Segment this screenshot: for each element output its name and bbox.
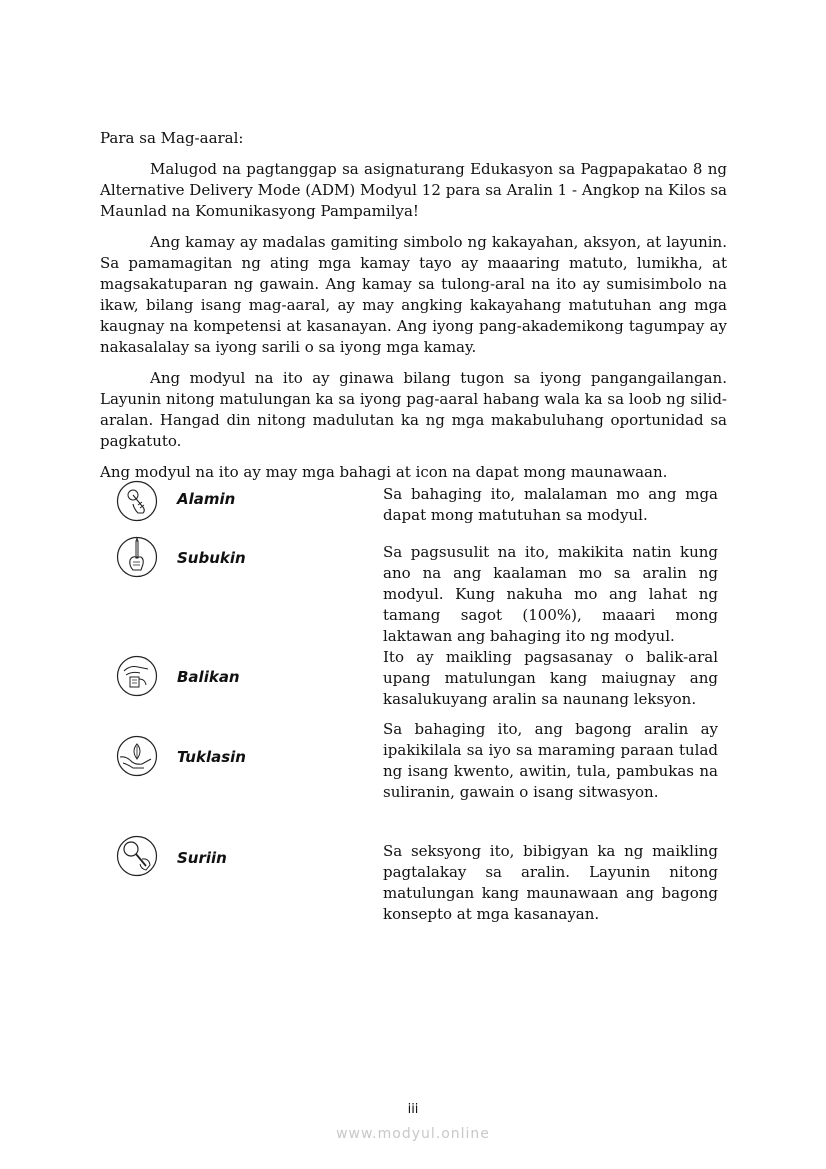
section-label: Tuklasin [177, 748, 246, 766]
magnifier-hand-icon [116, 835, 158, 877]
section-label: Alamin [177, 490, 236, 508]
section-description: Sa bahaging ito, ang bagong aralin ay ipakikilala sa iyo sa maraming paraan tulad ng isang kwento, awitin, tula, pambukas na suliranin, gawain o isang sitwasyon. [383, 720, 718, 801]
greeting: Para sa Mag-aaral: [100, 129, 244, 147]
section-description: Sa bahaging ito, malalaman mo ang mga dapat mong matutuhan sa modyul. [383, 485, 718, 524]
paragraph-module-purpose: Ang modyul na ito ay ginawa bilang tugon sa iyong pangangailangan. Layunin nitong matulungan ka sa iyong pag-aaral habang wala ka sa loob ng silid-aralan. Hangad din nitong madulutan ka ng mga makabuluhang oportunidad sa pagkatuto. [100, 369, 727, 450]
hands-leaf-icon [116, 735, 158, 777]
page-number: iii [407, 1102, 419, 1117]
pointing-hand-icon [116, 480, 158, 522]
letter-body [100, 128, 727, 493]
section-label: Subukin [177, 549, 246, 567]
section-description: Sa pagsusulit na ito, makikita natin kung ano na ang kaalaman mo sa aralin ng modyul. Kung nakuha mo ang lahat ng tamang sagot (100%), maaari mong laktawan ang bahaging ito ng modyul. [383, 543, 718, 645]
paragraph-hand-symbol: Ang kamay ay madalas gamiting simbolo ng kakayahan, aksyon, at layunin. Sa pamamagitan ng ating mga kamay tayo ay maaaring matuto, lumikha, at magsakatuparan ng gawain. Ang kamay sa tulong-aral na ito ay sumisimbolo na ikaw, bilang isang mag-aaral, ay may angking kakayahang matutuhan ang mga kaugnay na kompetensi at kasanayan. Ang iyong pang-akademikong tagumpay ay nakasalalay sa iyong sarili o sa iyong mga kamay. [100, 233, 727, 356]
hand-card-icon [116, 655, 158, 697]
paragraph-icons-intro: Ang modyul na ito ay may mga bahagi at icon na dapat mong maunawaan. [100, 463, 668, 481]
section-label: Balikan [177, 668, 240, 686]
section-description: Sa seksyong ito, bibigyan ka ng maikling pagtalakay sa aralin. Layunin nitong matulungan kang maunawaan ang bagong konsepto at mga kasanayan. [383, 842, 718, 923]
section-description: Ito ay maikling pagsasanay o balik-aral upang matulungan kang maiugnay ang kasalukuyang aralin sa naunang leksyon. [383, 648, 718, 708]
section-label: Suriin [177, 849, 227, 867]
paragraph-welcome: Malugod na pagtanggap sa asignaturang Edukasyon sa Pagpapakatao 8 ng Alternative Delivery Mode (ADM) Modyul 12 para sa Aralin 1 - Angkop na Kilos sa Maunlad na Komunikasyong Pampamilya! [100, 160, 727, 220]
watermark: www.modyul.online [336, 1126, 490, 1142]
hand-pencil-icon [116, 536, 158, 578]
